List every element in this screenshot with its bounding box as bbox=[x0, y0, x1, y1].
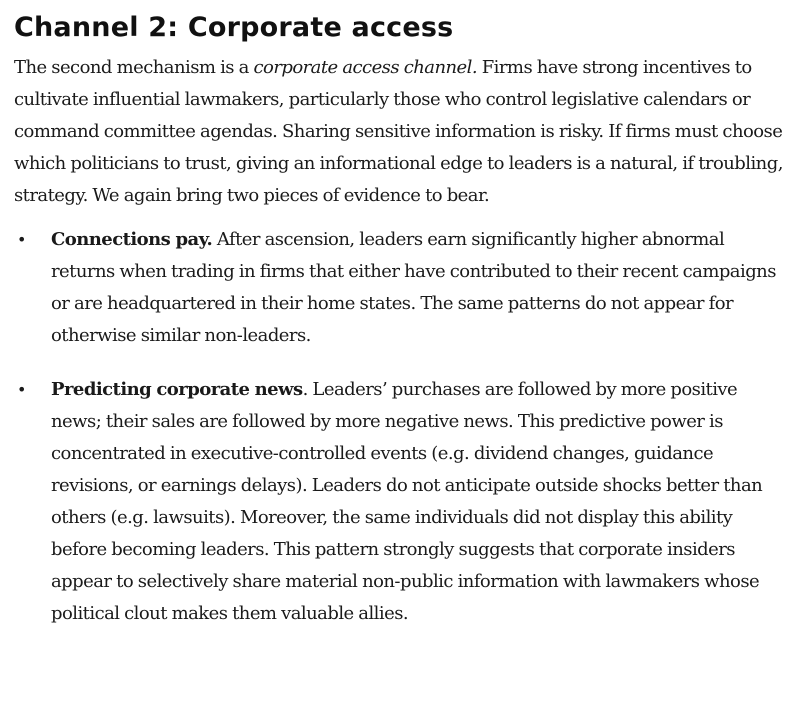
list-item-connections-pay bbox=[14, 224, 788, 352]
bullet-marker: • bbox=[17, 230, 26, 249]
section-heading: Channel 2: Corporate access bbox=[14, 12, 454, 43]
list-item-predicting-news bbox=[14, 374, 788, 630]
article bbox=[14, 0, 788, 630]
list-item-text: After ascension, leaders earn significantly higher abnormal returns when trading in firms that either have contributed to their recent campaigns or are headquartered in their home states. The same patterns do not appear for otherwise similar non-leaders. bbox=[51, 229, 776, 346]
intro-text-rest: Firms have strong incentives to cultivate influential lawmakers, particularly those who control legislative calendars or command committee agendas. Sharing sensitive information is risky. If firms must choose which politicians to trust, giving an informational edge to leaders is a natural, if troubling, strategy. We again bring two pieces of evidence to bear. bbox=[14, 57, 783, 206]
bullet-marker: • bbox=[17, 380, 26, 399]
list-item-text: . Leaders’ purchases are followed by more positive news; their sales are followed by more negative news. This predictive power is concentrated in executive-controlled events (e.g. dividend changes, guidance revisions, or earnings delays). Leaders do not anticipate outside shocks better than others (e.g. lawsuits). Moreover, the same individuals did not display this ability before becoming leaders. This pattern strongly suggests that corporate insiders appear to selectively share material non-public information with lawmakers whose political clout makes them valuable allies. bbox=[51, 379, 763, 624]
evidence-list bbox=[14, 224, 788, 630]
intro-paragraph bbox=[14, 52, 788, 212]
list-item-title: Predicting corporate news bbox=[51, 379, 303, 400]
intro-emphasis: corporate access channel. bbox=[253, 57, 478, 78]
intro-text-start: The second mechanism is a bbox=[14, 57, 254, 78]
list-item-title: Connections pay. bbox=[51, 229, 213, 250]
